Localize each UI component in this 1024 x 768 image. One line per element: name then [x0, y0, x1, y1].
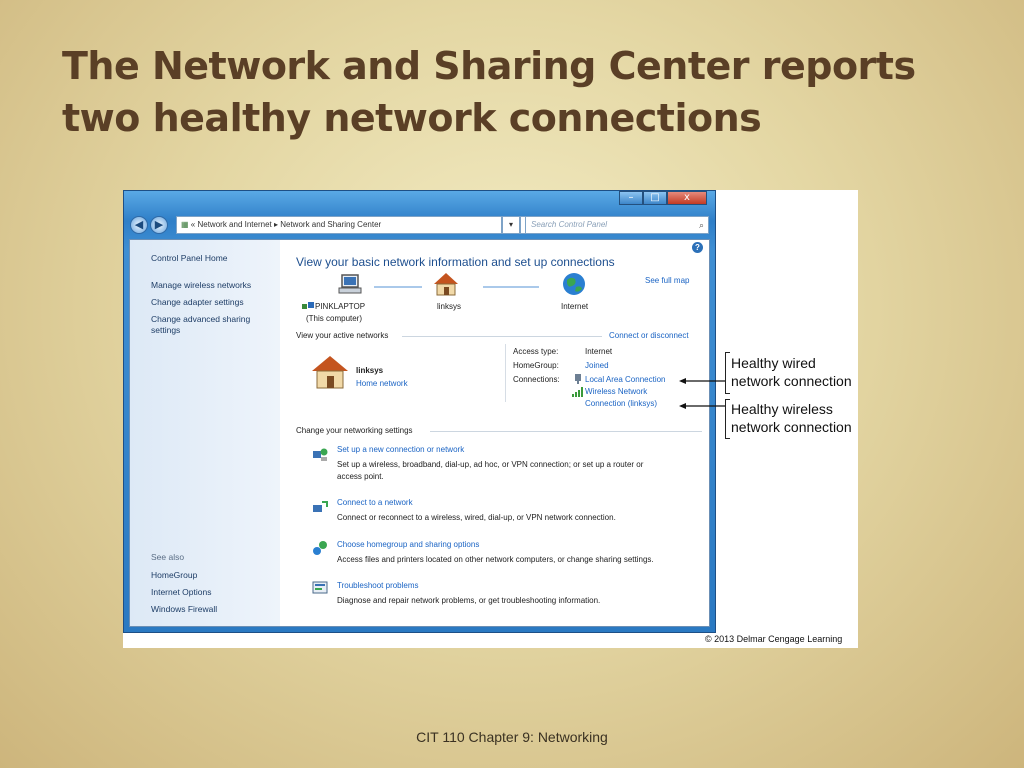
access-type-label: Access type:	[513, 347, 559, 356]
address-bar[interactable]	[176, 216, 502, 234]
internet-options-link[interactable]: Internet Options	[151, 587, 212, 597]
internet-globe-icon	[562, 272, 586, 296]
connect-network-icon	[312, 499, 328, 515]
page-heading: View your basic network information and set up connections	[296, 255, 615, 269]
connect-network-link[interactable]: Connect to a network	[337, 498, 413, 507]
copyright-notice: © 2013 Delmar Cengage Learning	[705, 634, 843, 644]
help-icon[interactable]: ?	[692, 242, 703, 253]
breadcrumb-network-sharing[interactable]: Network and Sharing Center	[280, 220, 382, 229]
back-button[interactable]: ◀	[130, 216, 148, 234]
wired-connection-icon	[574, 374, 582, 384]
breadcrumb-separator: ▸	[273, 220, 278, 229]
wireless-connection-link-line2[interactable]: Connection (linksys)	[585, 399, 658, 408]
change-advanced-sharing-link-line2[interactable]: settings	[151, 325, 181, 335]
homegroup-label: HomeGroup:	[513, 361, 559, 370]
manage-wireless-networks-link[interactable]: Manage wireless networks	[151, 280, 252, 290]
homegroup-sharing-link[interactable]: Choose homegroup and sharing options	[337, 540, 480, 549]
network-icon: ▦	[181, 220, 189, 229]
search-placeholder: Search Control Panel	[531, 220, 608, 229]
computer-caption: (This computer)	[306, 314, 363, 323]
slide-footer: CIT 110 Chapter 9: Networking	[416, 729, 608, 745]
network-sharing-window	[123, 190, 716, 633]
change-adapter-settings-link[interactable]: Change adapter settings	[151, 297, 244, 307]
window-controls	[619, 191, 707, 206]
wired-callout-line1: Healthy wired	[731, 355, 816, 371]
network-details-divider	[505, 344, 506, 402]
connections-label: Connections:	[513, 375, 560, 384]
map-link-computer-router	[374, 286, 422, 288]
router-house-icon	[433, 272, 459, 296]
setup-connection-link[interactable]: Set up a new connection or network	[337, 445, 465, 454]
homegroup-sharing-desc: Access files and printers located on other network computers, or change sharing settings.	[337, 555, 654, 564]
computer-icon	[338, 274, 362, 296]
windows-firewall-link[interactable]: Windows Firewall	[151, 604, 218, 614]
control-panel-home-link[interactable]: Control Panel Home	[151, 253, 228, 263]
change-advanced-sharing-link[interactable]: Change advanced sharing	[151, 314, 251, 324]
breadcrumb-root: «	[190, 220, 196, 229]
wired-callout-line2: network connection	[731, 373, 852, 389]
access-type-value: Internet	[585, 347, 613, 356]
see-full-map-link[interactable]: See full map	[645, 276, 690, 285]
network-adapter-icon	[302, 301, 314, 311]
home-network-icon	[310, 354, 350, 390]
local-area-connection-link[interactable]: Local Area Connection	[585, 375, 666, 384]
troubleshoot-link[interactable]: Troubleshoot problems	[337, 581, 419, 590]
left-pane	[130, 240, 280, 626]
settings-divider	[430, 431, 702, 432]
wireless-callout-line1: Healthy wireless	[731, 401, 833, 417]
window-content	[129, 239, 710, 627]
breadcrumb-network-internet[interactable]: Network and Internet	[197, 220, 272, 229]
wired-callout-bracket	[725, 352, 730, 394]
wireless-callout-line2: network connection	[731, 419, 852, 435]
minimize-button[interactable]: –	[619, 191, 643, 205]
troubleshoot-desc: Diagnose and repair network problems, or get troubleshooting information.	[337, 596, 601, 605]
slide-title: The Network and Sharing Center reports two healthy network connections	[62, 44, 916, 140]
homegroup-link[interactable]: HomeGroup	[151, 570, 198, 580]
active-networks-label: View your active networks	[296, 331, 389, 340]
troubleshoot-icon	[312, 580, 328, 596]
new-connection-icon	[312, 446, 328, 462]
close-button[interactable]: x	[667, 191, 707, 205]
see-also-label: See also	[151, 552, 185, 562]
maximize-button[interactable]: □	[643, 191, 667, 205]
search-input[interactable]	[525, 216, 709, 234]
navigation-bar	[130, 215, 709, 235]
section-divider	[402, 336, 602, 337]
router-name: linksys	[437, 302, 462, 311]
wireless-connection-link[interactable]: Wireless Network	[585, 387, 648, 396]
map-link-router-internet	[483, 286, 539, 288]
forward-button[interactable]: ▶	[150, 216, 168, 234]
screenshot-figure	[123, 190, 858, 648]
internet-label: Internet	[561, 302, 589, 311]
wireless-signal-icon	[572, 387, 584, 397]
address-dropdown-button[interactable]: ▾	[502, 216, 520, 234]
networking-settings-label: Change your networking settings	[296, 426, 413, 435]
setup-connection-desc: Set up a wireless, broadband, dial-up, ad hoc, or VPN connection; or set up a router or	[337, 460, 644, 469]
connect-disconnect-link[interactable]: Connect or disconnect	[609, 331, 689, 340]
homegroup-sharing-icon	[312, 540, 328, 556]
computer-name: PINKLAPTOP	[315, 302, 366, 311]
setup-connection-desc-line2: access point.	[337, 472, 384, 481]
search-icon: ⌕	[698, 220, 704, 230]
main-pane	[280, 240, 709, 626]
home-network-link[interactable]: Home network	[356, 379, 408, 388]
connect-network-desc: Connect or reconnect to a wireless, wired, dial-up, or VPN network connection.	[337, 513, 616, 522]
wireless-callout-bracket	[725, 399, 730, 439]
network-name: linksys	[356, 366, 384, 375]
callout-arrows	[679, 373, 729, 413]
homegroup-joined-link[interactable]: Joined	[585, 361, 609, 370]
